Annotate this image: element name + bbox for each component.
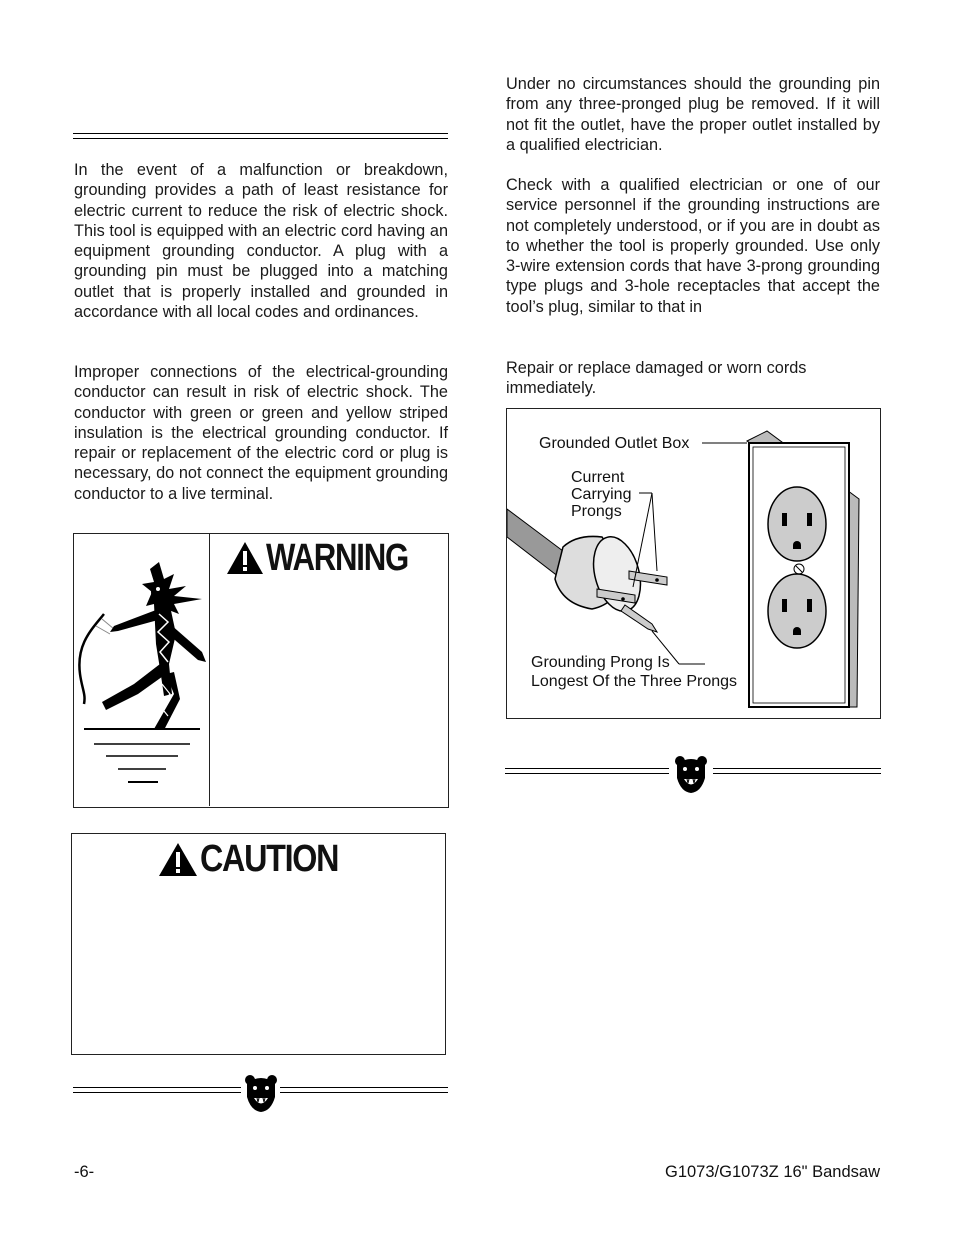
caution-label: CAUTION xyxy=(200,838,339,880)
label-current-1: Current xyxy=(571,469,625,486)
model-name: G1073/G1073Z 16" Bandsaw xyxy=(665,1163,880,1181)
caution-triangle-icon xyxy=(158,842,198,877)
label-current-3: Prongs xyxy=(571,503,622,520)
label-grounding-2: Longest Of the Three Prongs xyxy=(531,673,738,690)
grounding-paragraph-2: Improper connections of the electrical-grounding conductor can result in risk of electric shock. The conductor with green or green and yellow striped insulation is the electrical grounding conductor. If repair or replacement of the electric cord or plug is necessary, do not connect the equipment grounding conductor to a live terminal. xyxy=(74,363,448,503)
grounding-pin-paragraph: Under no circumstances should the grounding pin from any three-pronged plug be removed. If it will not fit the outlet, have the proper outlet installed by a qualified electrician. xyxy=(506,75,880,154)
bear-divider-right-line-a xyxy=(505,768,669,774)
repair-cords-paragraph: Repair or replace damaged or worn cords immediately. xyxy=(506,359,807,398)
section-divider-left xyxy=(73,133,448,139)
bear-divider-right-line-b xyxy=(713,768,881,774)
caution-header xyxy=(158,839,363,879)
warning-box xyxy=(73,533,449,808)
caution-box xyxy=(71,833,446,1055)
bear-divider-left-line-a xyxy=(73,1087,241,1093)
warning-triangle-icon xyxy=(226,541,264,575)
warning-header xyxy=(226,538,439,578)
grounding-paragraph-1: In the event of a malfunction or breakdown, grounding provides a path of least resistance for electric current to reduce the risk of electric shock. This tool is equipped with an electric cord having an equipment grounding conductor. A plug with a grounding pin must be plugged into a matching outlet that is properly installed and grounded in accordance with all local codes and ordinances. xyxy=(74,161,448,322)
grizzly-bear-logo-icon xyxy=(243,1073,279,1113)
warning-icon-panel xyxy=(74,534,210,806)
bear-divider-left-line-b xyxy=(280,1087,448,1093)
grizzly-bear-logo-icon-right xyxy=(673,754,709,794)
label-current-2: Carrying xyxy=(571,486,632,503)
extension-cord-paragraph: Check with a qualified electrician or one of our service personnel if the grounding instructions are not completely understood, or if you are in doubt as to whether the tool is properly grounded. Use only 3-wire extension cords that have 3-prong grounding type plugs and 3-hole receptacles that accept the tool’s plug, similar to that in xyxy=(506,176,880,316)
electrocution-icon xyxy=(74,534,210,806)
page-number: -6- xyxy=(74,1163,95,1181)
warning-label: WARNING xyxy=(266,537,408,579)
outlet-figure xyxy=(506,408,881,719)
label-grounded-outlet-box: Grounded Outlet Box xyxy=(539,435,690,452)
label-grounding-1: Grounding Prong Is xyxy=(531,654,670,671)
